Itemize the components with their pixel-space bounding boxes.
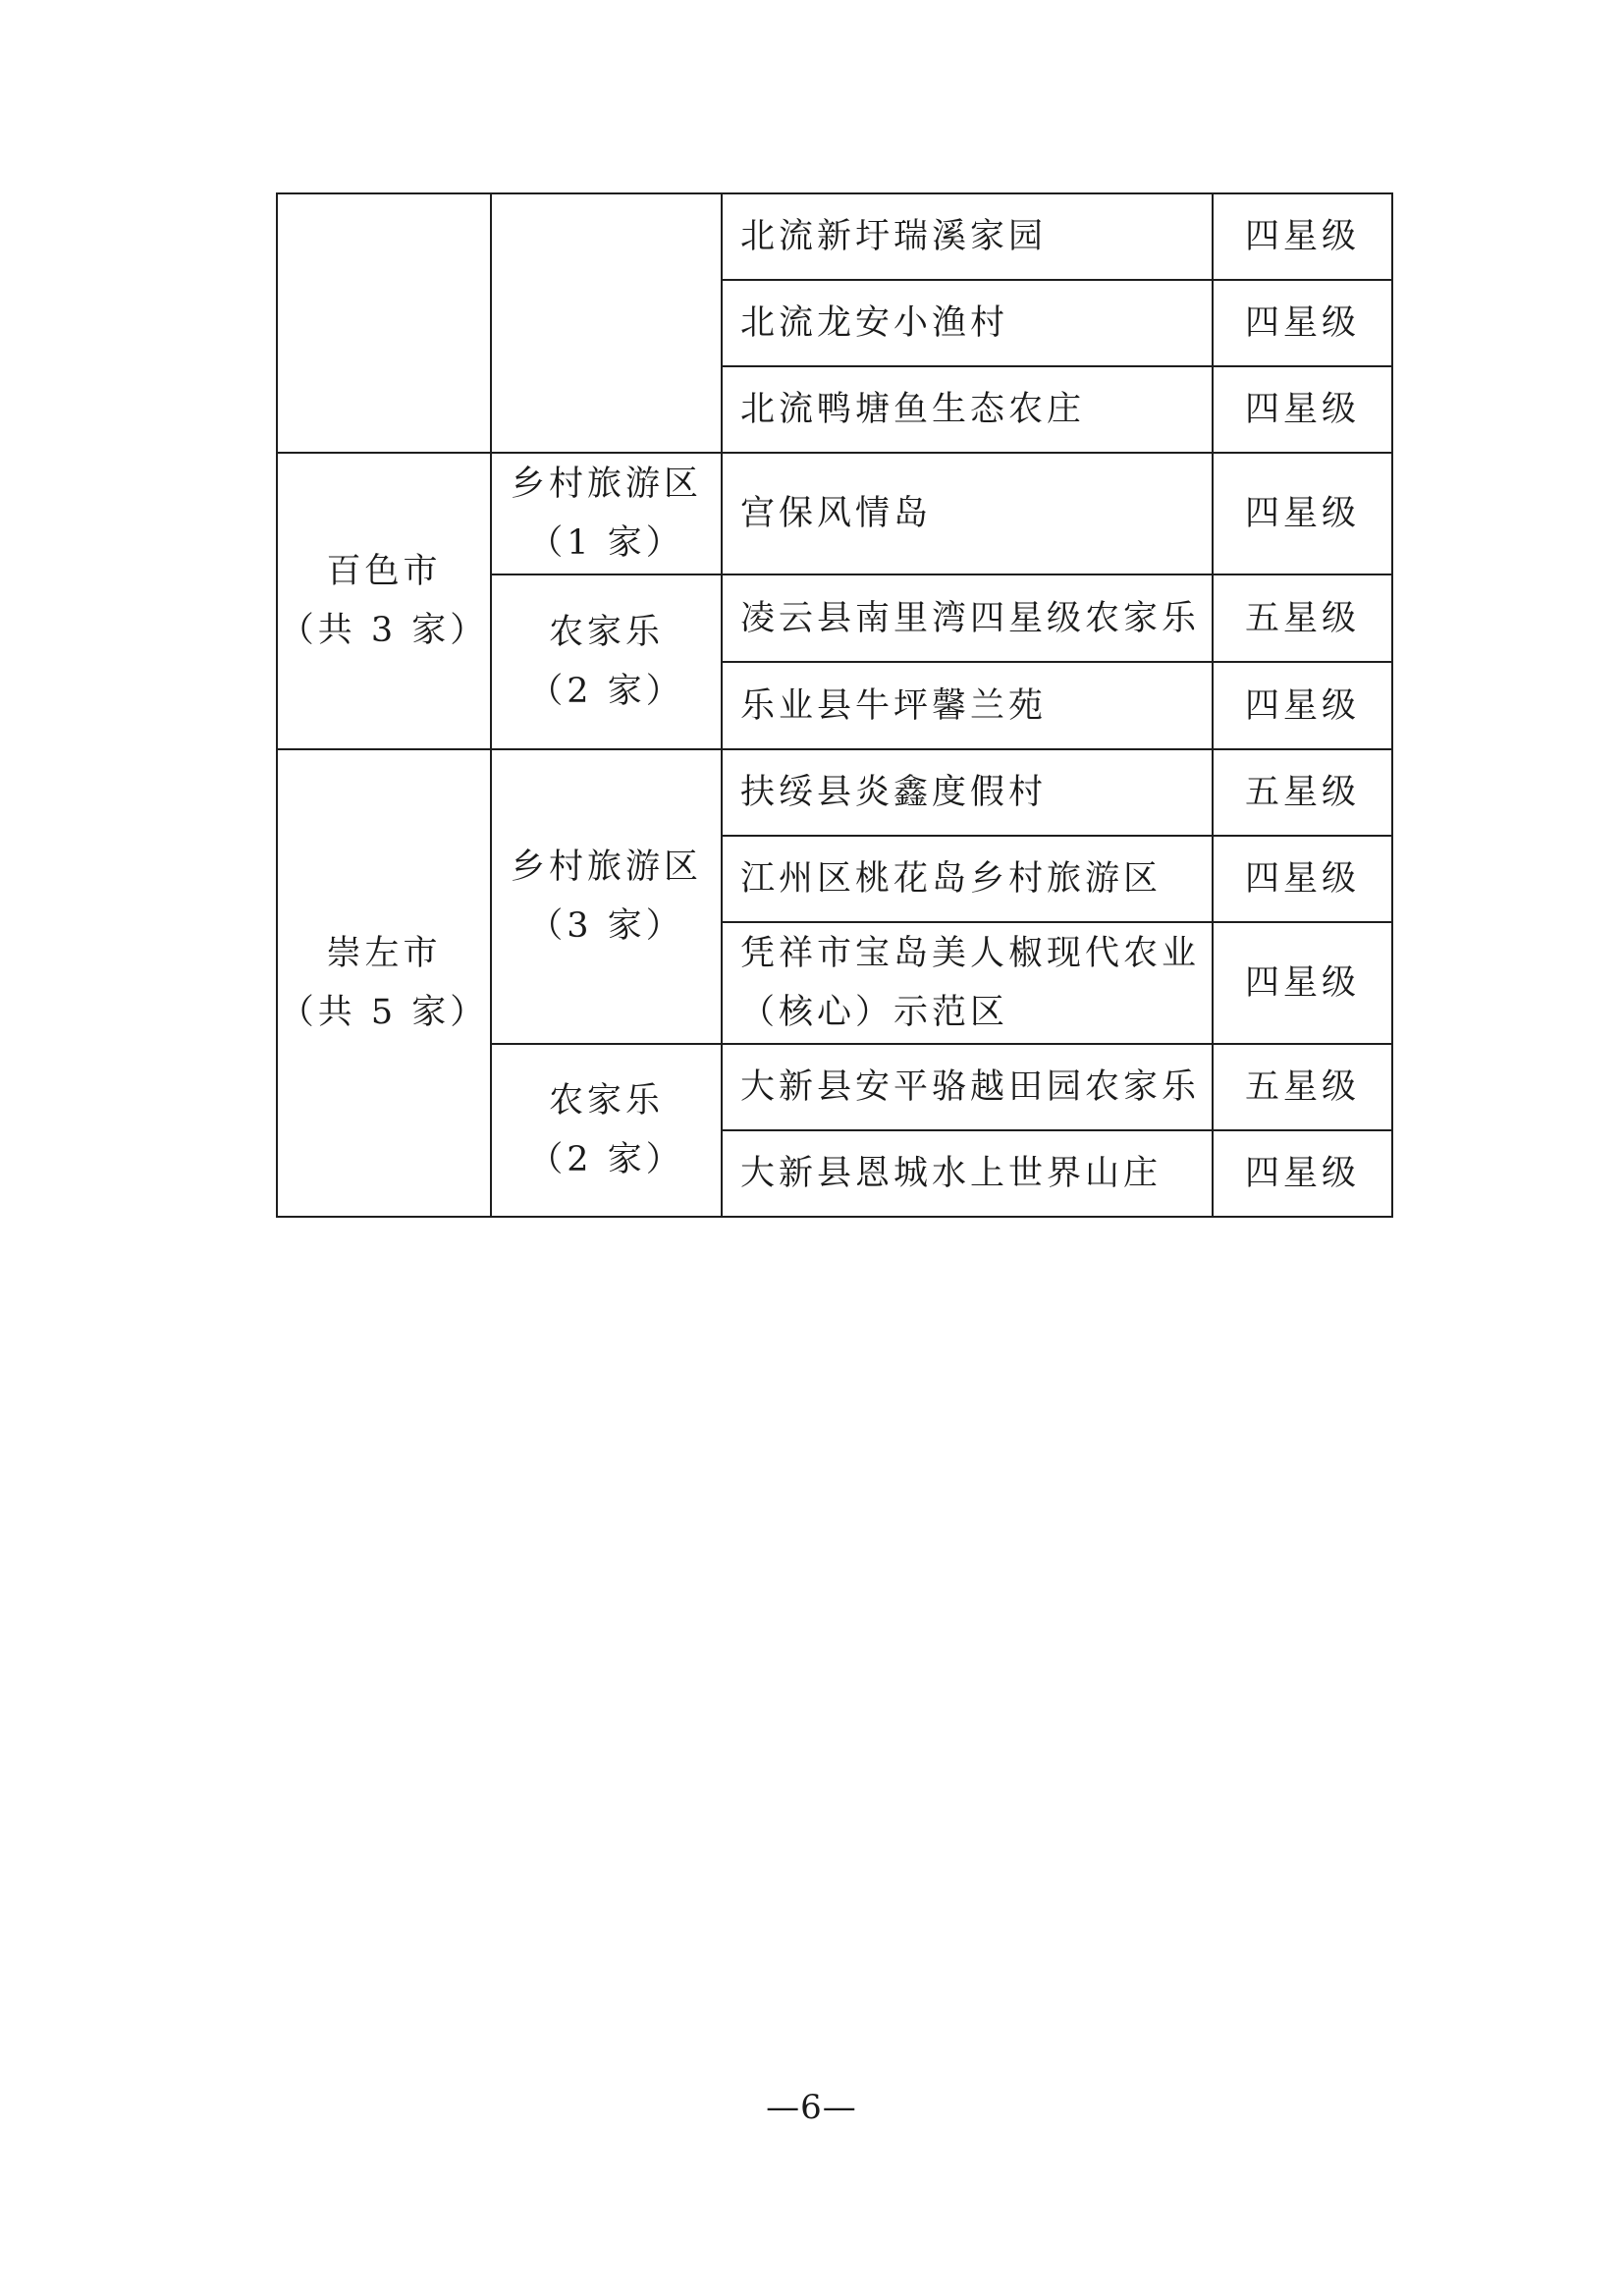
rating-cell: 四星级 [1213,836,1392,922]
site-name: 乐业县牛坪馨兰苑 [722,662,1213,749]
rating-cell: 五星级 [1213,1044,1392,1130]
site-name: 北流龙安小渔村 [722,280,1213,366]
site-name: 凌云县南里湾四星级农家乐 [722,574,1213,662]
site-name: 江州区桃花岛乡村旅游区 [722,836,1213,922]
city-cell [277,453,491,749]
category-cell [491,1044,722,1217]
rating-cell: 四星级 [1213,453,1392,574]
site-name: 大新县恩城水上世界山庄 [722,1130,1213,1217]
category-count: （1 家） [528,523,684,563]
city-name: 崇左市 [326,934,442,973]
category-cell [491,749,722,1044]
city-cell-continued [277,193,491,453]
site-name: 扶绥县炎鑫度假村 [722,749,1213,836]
category-count: （3 家） [528,906,684,946]
rating-cell: 四星级 [1213,193,1392,280]
site-name: 凭祥市宝岛美人椒现代农业（核心）示范区 [722,922,1213,1044]
rating-cell: 五星级 [1213,574,1392,662]
rating-cell: 五星级 [1213,749,1392,836]
category-cell [491,574,722,749]
city-name: 百色市 [326,552,442,591]
listing-table [276,192,1393,1218]
category-name: 农家乐 [548,1081,664,1121]
rating-cell: 四星级 [1213,366,1392,453]
category-cell [491,453,722,574]
rating-cell: 四星级 [1213,662,1392,749]
rating-cell: 四星级 [1213,280,1392,366]
page-number: —6— [766,2088,857,2127]
category-name: 农家乐 [548,613,664,652]
site-name: 宫保风情岛 [722,453,1213,574]
city-count: （共 3 家） [279,611,489,650]
category-name: 乡村旅游区 [510,847,702,887]
category-count: （2 家） [528,672,684,711]
category-count: （2 家） [528,1140,684,1179]
site-name: 大新县安平骆越田园农家乐 [722,1044,1213,1130]
site-name: 北流鸭塘鱼生态农庄 [722,366,1213,453]
site-name: 北流新圩瑞溪家园 [722,193,1213,280]
table-row [277,193,1392,280]
table-row [277,749,1392,836]
rating-cell: 四星级 [1213,1130,1392,1217]
category-cell-continued [491,193,722,453]
table-row [277,453,1392,574]
city-cell [277,749,491,1217]
rating-cell: 四星级 [1213,922,1392,1044]
category-name: 乡村旅游区 [510,465,702,504]
city-count: （共 5 家） [279,993,489,1032]
